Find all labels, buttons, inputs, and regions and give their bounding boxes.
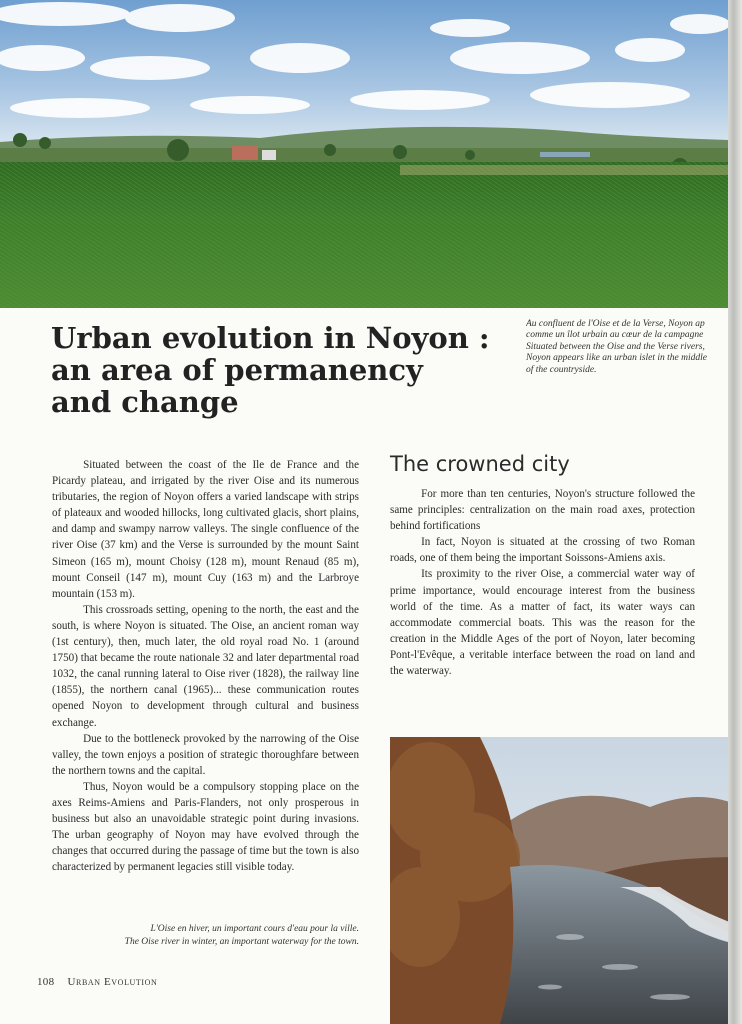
title-line: and change (51, 385, 239, 419)
body-paragraph: This crossroads setting, opening to the north, the east and the south, is where Noyon is situated. The Oise, an ancient roman way (1st century), then, much later, the old royal road No. 1 (around 1750) that became the route nationale 32 and later departmental road 1032, the canal running lateral to Oise river (1828), the railway line (1855), the northern canal (1965)... these communication routes opened Noyon to development through cultural and business exchange. (52, 603, 359, 729)
caption-line: Noyon appears like an urban islet in the middle (526, 353, 708, 364)
binding-edge (728, 0, 742, 1024)
caption-line: Situated between the Oise and the Verse rivers, (526, 341, 705, 352)
river-photo (390, 737, 742, 1024)
landscape-caption (526, 319, 736, 376)
caption-line: The Oise river in winter, an important waterway for the town. (124, 937, 359, 947)
body-paragraph: Situated between the coast of the Ile de France and the Picardy plateau, and irrigated by the river Oise and its numerous tributaries, the region of Noyon offers a varied landscape with strips of plateaux and wooded hillocks, long cultivated glacis, short plains, and damp and swampy narrow valleys. The single confluence of the river Oise (37 km) and the Verse is surrounded by the mount Saint Simeon (165 m), mount Choisy (128 m), mount Renaud (85 m), mount Conseil (147 m), mount Cuy (163 m) and the Larbroye mountain (153 m). (52, 459, 359, 600)
title-line: Urban evolution in Noyon : (51, 321, 490, 355)
page-number: 108 (37, 976, 55, 988)
title-line: an area of permanency (51, 353, 423, 387)
body-paragraph: Thus, Noyon would be a compulsory stopping place on the axes Reims-Amiens and Paris-Flanders, not only prosperous in business but also an unavoidable strategic point during invasions. The urban geography of Noyon may have evolved through the changes that occurred during the passage of time but the town is also characterized by permanent legacies still visible today. (52, 780, 359, 874)
caption-line: comme un îlot urbain au cœur de la campagne (526, 330, 704, 341)
caption-line: Au confluent de l'Oise et de la Verse, Noyon ap (526, 319, 705, 329)
landscape-photo (0, 0, 728, 308)
article-title (51, 322, 511, 418)
body-paragraph: In fact, Noyon is situated at the crossing of two Roman roads, one of them being the important Soissons-Amiens axis. (390, 536, 695, 565)
body-paragraph: For more than ten centuries, Noyon's structure followed the same principles: centralization on the main road axes, protection behind fortifications (390, 488, 695, 533)
running-section: Urban Evolution (67, 976, 158, 988)
caption-line: L'Oise en hiver, un important cours d'eau pour la ville. (150, 924, 359, 934)
section-heading: The crowned city (390, 452, 570, 476)
body-paragraph: Due to the bottleneck provoked by the narrowing of the Oise valley, the town enjoys a position of strategic thoroughfare between the northern towns and the capital. (52, 732, 359, 777)
page-footer (37, 976, 157, 988)
left-text-column (52, 457, 359, 875)
body-paragraph: Its proximity to the river Oise, a commercial water way of prime importance, would encourage interest from the business world of the time. As a matter of fact, its water ways can accommodate commercial boats. This was the reason for the creation in the Middle Ages of the port of Noyon, later becoming Pont-l'Evêque, a veritable interface between the road on land and the waterway. (390, 568, 695, 678)
right-text-column (390, 486, 695, 679)
river-caption (52, 923, 359, 949)
caption-line: of the countryside. (526, 364, 597, 375)
